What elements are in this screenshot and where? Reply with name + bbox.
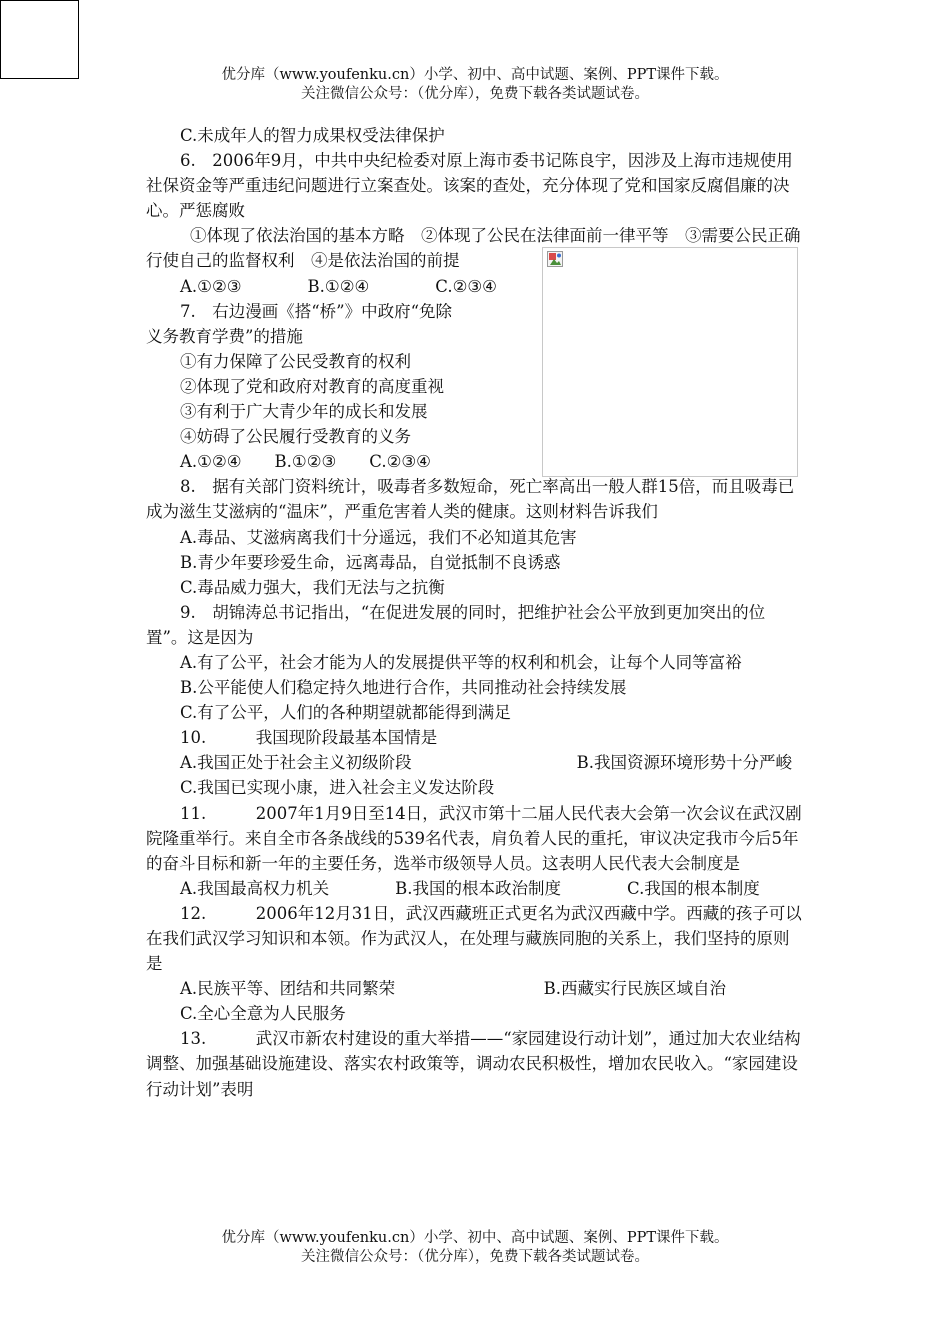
question-7-statement: ④妨碍了公民履行受教育的义务 [180, 427, 411, 447]
document-body [146, 123, 804, 1102]
question-10: 10. 我国现阶段最基本国情是 [180, 728, 438, 748]
question-10-options: A.我国正处于社会主义初级阶段 B.我国资源环境形势十分严峻 [180, 753, 793, 773]
footer-line-1: 优分库（www.youfenku.cn）小学、初中、高中试题、案例、PPT课件下载。 [221, 1230, 729, 1246]
question-9-option: A.有了公平，社会才能为人的发展提供平等的权利和机会，让每个人同等富裕 [180, 652, 742, 672]
question-9-option: B.公平能使人们稳定持久地进行合作，共同推动社会持续发展 [180, 678, 627, 698]
question-7-statement: ①有力保障了公民受教育的权利 [180, 351, 411, 371]
question-8-option: C.毒品威力强大，我们无法与之抗衡 [180, 577, 445, 597]
question-12: 12. 2006年12月31日，武汉西藏班正式更名为武汉西藏中学。西藏的孩子可以在我们武汉学习知识和本领。作为武汉人，在处理与藏族同胞的关系上，我们坚持的原则是 [146, 903, 802, 974]
question-6-statements: ①体现了依法治国的基本方略 ②体现了公民在法律面前一律平等 ③需要公民正确行使自己的监督权利 ④是依法治国的前提 [146, 226, 801, 271]
question-9: 9. 胡锦涛总书记指出，“在促进发展的同时，把维护社会公平放到更加突出的位置”。这是因为 [146, 602, 766, 647]
question-6: 6. 2006年9月，中共中央纪检委对原上海市委书记陈良宇，因涉及上海市违规使用社保资金等严重违纪问题进行立案查处。该案的查处，充分体现了党和国家反腐倡廉的决心。严惩腐败 [146, 151, 793, 221]
question-8-option: A.毒品、艾滋病离我们十分遥远，我们不必知道其危害 [180, 527, 577, 547]
header-line-2: 关注微信公众号：（优分库），免费下载各类试题试卷。 [301, 86, 649, 102]
question-10-option: C.我国已实现小康，进入社会主义发达阶段 [180, 778, 495, 798]
question-7: 7. 右边漫画《搭“桥”》中政府“免除 [180, 301, 453, 321]
question-6-options: A.①②③ B.①②④ C.②③④ [180, 276, 497, 296]
question-7-statement: ③有利于广大青少年的成长和发展 [180, 402, 428, 422]
header-line-1: 优分库（www.youfenku.cn）小学、初中、高中试题、案例、PPT课件下载。 [221, 67, 729, 83]
question-7-statement: ②体现了党和政府对教育的高度重视 [180, 376, 444, 396]
page-header [0, 66, 950, 104]
question-11: 11. 2007年1月9日至14日，武汉市第十二届人民代表大会第一次会议在武汉剧院隆重举行。来自全市各条战线的539名代表，肩负着人民的重托，审议决定我市今后5年的奋斗目标和新一年的主要任务，选举市级领导人员。这表明人民代表大会制度是 [146, 803, 802, 873]
question-11-options: A.我国最高权力机关 B.我国的根本政治制度 C.我国的根本制度 [180, 878, 760, 898]
question-8: 8. 据有关部门资料统计，吸毒者多数短命，死亡率高出一般人群15倍，而且吸毒已成为滋生艾滋病的“温床”，严重危害着人类的健康。这则材料告诉我们 [146, 477, 795, 522]
question-8-option: B.青少年要珍爱生命，远离毒品，自觉抵制不良诱惑 [180, 552, 561, 572]
page-footer [0, 1229, 950, 1267]
question-12-option: C.全心全意为人民服务 [180, 1004, 346, 1024]
question-12-options: A.民族平等、团结和共同繁荣 B.西藏实行民族区域自治 [180, 979, 727, 999]
question-13: 13. 武汉市新农村建设的重大举措——“家园建设行动计划”，通过加大农业结构调整、加强基础设施建设、落实农村政策等，调动农民积极性，增加农民收入。“家园建设行动计划”表明 [146, 1029, 801, 1099]
footer-line-2: 关注微信公众号：（优分库），免费下载各类试题试卷。 [301, 1249, 649, 1265]
option-line: C.未成年人的智力成果权受法律保护 [180, 126, 445, 145]
question-7-cont: 义务教育学费”的措施 [146, 326, 303, 346]
question-9-option: C.有了公平，人们的各种期望就都能得到满足 [180, 703, 511, 723]
question-7-options: A.①②④ B.①②③ C.②③④ [180, 452, 431, 472]
